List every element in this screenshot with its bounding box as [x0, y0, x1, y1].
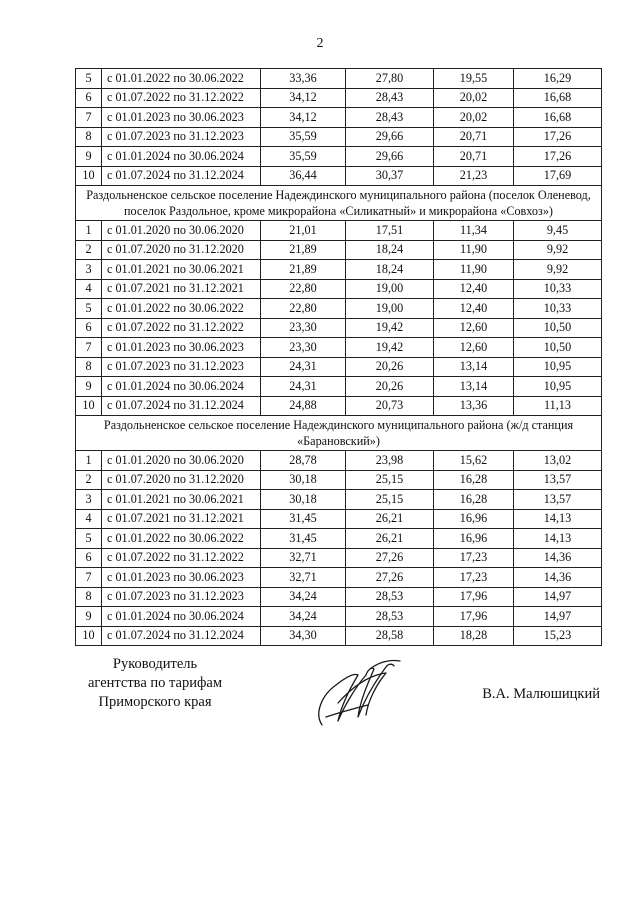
tariff-value-4-cell: 15,23: [514, 626, 602, 646]
tariff-value-4-cell: 16,68: [514, 108, 602, 128]
row-number-cell: 6: [76, 318, 102, 338]
page-number: 2: [316, 36, 324, 51]
tariff-value-1-cell: 28,78: [261, 451, 346, 471]
tariff-value-1-cell: 32,71: [261, 548, 346, 568]
tariff-value-4-cell: 16,29: [514, 69, 602, 89]
table-row: [76, 318, 602, 338]
row-number-cell: 9: [76, 607, 102, 627]
row-number-cell: 10: [76, 396, 102, 416]
tariff-value-1-cell: 32,71: [261, 568, 346, 588]
table-row: [76, 357, 602, 377]
tariff-value-4-cell: 14,13: [514, 529, 602, 549]
tariff-value-1-cell: 30,18: [261, 470, 346, 490]
tariff-value-4-cell: 10,95: [514, 377, 602, 397]
tariff-value-3-cell: 13,14: [434, 377, 514, 397]
table-row: [76, 451, 602, 471]
tariff-value-4-cell: 16,68: [514, 88, 602, 108]
tariff-value-1-cell: 33,36: [261, 69, 346, 89]
tariff-value-1-cell: 34,12: [261, 108, 346, 128]
tariff-value-3-cell: 11,90: [434, 260, 514, 280]
row-number-cell: 4: [76, 509, 102, 529]
period-cell: с 01.07.2020 по 31.12.2020: [102, 240, 261, 260]
tariff-value-4-cell: 13,57: [514, 470, 602, 490]
tariff-value-4-cell: 14,97: [514, 587, 602, 607]
section-header-row: [76, 186, 602, 221]
tariff-value-1-cell: 23,30: [261, 318, 346, 338]
table-row: [76, 548, 602, 568]
tariff-value-4-cell: 14,36: [514, 548, 602, 568]
row-number-cell: 1: [76, 451, 102, 471]
tariff-value-4-cell: 17,26: [514, 147, 602, 167]
tariff-value-3-cell: 17,23: [434, 548, 514, 568]
table-row: [76, 568, 602, 588]
tariff-value-2-cell: 18,24: [346, 260, 434, 280]
tariff-value-1-cell: 34,30: [261, 626, 346, 646]
table-row: [76, 166, 602, 186]
tariff-value-2-cell: 20,26: [346, 377, 434, 397]
tariff-value-4-cell: 10,50: [514, 318, 602, 338]
table-row: [76, 509, 602, 529]
section-b-title: Раздольненское сельское поселение Надеждинского муниципального района (поселок Оленевод, поселок Раздольное, кроме микрорайона «Силикатный» и микрорайона «Совхоз»): [76, 186, 602, 221]
tariff-value-4-cell: 13,02: [514, 451, 602, 471]
tariff-value-3-cell: 18,28: [434, 626, 514, 646]
tariff-value-1-cell: 34,24: [261, 587, 346, 607]
tariff-value-2-cell: 23,98: [346, 451, 434, 471]
tariff-value-2-cell: 30,37: [346, 166, 434, 186]
tariff-value-1-cell: 21,89: [261, 240, 346, 260]
section-c-title: Раздольненское сельское поселение Надеждинского муниципального района (ж/д станция «Барановский»): [76, 416, 602, 451]
signatory-name: В.А. Малюшицкий: [482, 686, 600, 702]
tariff-value-1-cell: 36,44: [261, 166, 346, 186]
row-number-cell: 10: [76, 626, 102, 646]
tariff-value-3-cell: 17,96: [434, 587, 514, 607]
tariff-value-2-cell: 20,26: [346, 357, 434, 377]
table-row: [76, 529, 602, 549]
row-number-cell: 6: [76, 88, 102, 108]
row-number-cell: 9: [76, 147, 102, 167]
tariff-value-1-cell: 31,45: [261, 529, 346, 549]
signatory-title-line: агентства по тарифам: [88, 675, 222, 691]
table-section-c: [76, 451, 602, 646]
tariff-value-1-cell: 34,24: [261, 607, 346, 627]
period-cell: с 01.01.2024 по 30.06.2024: [102, 377, 261, 397]
tariff-value-1-cell: 24,88: [261, 396, 346, 416]
tariff-value-2-cell: 25,15: [346, 490, 434, 510]
tariff-value-3-cell: 16,96: [434, 529, 514, 549]
tariff-value-3-cell: 17,96: [434, 607, 514, 627]
tariff-value-1-cell: 35,59: [261, 127, 346, 147]
period-cell: с 01.07.2020 по 31.12.2020: [102, 470, 261, 490]
row-number-cell: 5: [76, 299, 102, 319]
tariff-value-4-cell: 17,26: [514, 127, 602, 147]
tariff-value-4-cell: 17,69: [514, 166, 602, 186]
tariff-value-2-cell: 26,21: [346, 509, 434, 529]
period-cell: с 01.07.2023 по 31.12.2023: [102, 587, 261, 607]
period-cell: с 01.01.2024 по 30.06.2024: [102, 607, 261, 627]
tariff-value-3-cell: 16,96: [434, 509, 514, 529]
tariff-value-3-cell: 19,55: [434, 69, 514, 89]
period-cell: с 01.01.2020 по 30.06.2020: [102, 451, 261, 471]
period-cell: с 01.01.2022 по 30.06.2022: [102, 299, 261, 319]
period-cell: с 01.01.2022 по 30.06.2022: [102, 69, 261, 89]
period-cell: с 01.07.2021 по 31.12.2021: [102, 279, 261, 299]
tariff-value-1-cell: 31,45: [261, 509, 346, 529]
tariff-table: [75, 68, 602, 646]
tariff-value-1-cell: 23,30: [261, 338, 346, 358]
row-number-cell: 3: [76, 260, 102, 280]
row-number-cell: 4: [76, 279, 102, 299]
tariff-value-3-cell: 15,62: [434, 451, 514, 471]
tariff-value-3-cell: 17,23: [434, 568, 514, 588]
tariff-value-3-cell: 16,28: [434, 490, 514, 510]
tariff-value-1-cell: 30,18: [261, 490, 346, 510]
tariff-value-1-cell: 24,31: [261, 377, 346, 397]
table-section-a: [76, 69, 602, 186]
signatory-title: [80, 655, 230, 712]
tariff-value-2-cell: 18,24: [346, 240, 434, 260]
tariff-value-3-cell: 11,90: [434, 240, 514, 260]
tariff-value-4-cell: 14,13: [514, 509, 602, 529]
period-cell: с 01.07.2021 по 31.12.2021: [102, 509, 261, 529]
tariff-value-4-cell: 10,50: [514, 338, 602, 358]
row-number-cell: 9: [76, 377, 102, 397]
row-number-cell: 7: [76, 568, 102, 588]
tariff-value-3-cell: 20,71: [434, 127, 514, 147]
row-number-cell: 6: [76, 548, 102, 568]
section-header-row: [76, 416, 602, 451]
tariff-value-2-cell: 26,21: [346, 529, 434, 549]
tariff-value-4-cell: 10,95: [514, 357, 602, 377]
tariff-value-2-cell: 28,43: [346, 108, 434, 128]
tariff-value-4-cell: 14,97: [514, 607, 602, 627]
table-row: [76, 338, 602, 358]
table-row: [76, 221, 602, 241]
tariff-value-2-cell: 28,53: [346, 607, 434, 627]
tariff-value-2-cell: 27,26: [346, 548, 434, 568]
tariff-value-4-cell: 13,57: [514, 490, 602, 510]
table-row: [76, 626, 602, 646]
period-cell: с 01.07.2022 по 31.12.2022: [102, 548, 261, 568]
period-cell: с 01.01.2023 по 30.06.2023: [102, 568, 261, 588]
row-number-cell: 10: [76, 166, 102, 186]
period-cell: с 01.01.2020 по 30.06.2020: [102, 221, 261, 241]
tariff-value-1-cell: 21,89: [261, 260, 346, 280]
tariff-value-2-cell: 29,66: [346, 127, 434, 147]
table-section-b-header: [76, 186, 602, 221]
tariff-value-3-cell: 12,40: [434, 299, 514, 319]
tariff-value-3-cell: 12,60: [434, 338, 514, 358]
table-row: [76, 279, 602, 299]
tariff-value-4-cell: 9,45: [514, 221, 602, 241]
row-number-cell: 5: [76, 69, 102, 89]
tariff-value-3-cell: 13,14: [434, 357, 514, 377]
tariff-value-1-cell: 34,12: [261, 88, 346, 108]
table-row: [76, 396, 602, 416]
row-number-cell: 3: [76, 490, 102, 510]
tariff-value-4-cell: 10,33: [514, 279, 602, 299]
tariff-value-3-cell: 16,28: [434, 470, 514, 490]
signatory-title-line: Руководитель: [112, 656, 198, 672]
table-row: [76, 127, 602, 147]
period-cell: с 01.07.2023 по 31.12.2023: [102, 357, 261, 377]
tariff-value-2-cell: 19,42: [346, 338, 434, 358]
tariff-value-1-cell: 24,31: [261, 357, 346, 377]
tariff-value-4-cell: 9,92: [514, 260, 602, 280]
table-row: [76, 299, 602, 319]
table-row: [76, 240, 602, 260]
tariff-value-2-cell: 19,00: [346, 279, 434, 299]
table-row: [76, 587, 602, 607]
tariff-value-4-cell: 10,33: [514, 299, 602, 319]
table-row: [76, 607, 602, 627]
row-number-cell: 7: [76, 108, 102, 128]
row-number-cell: 7: [76, 338, 102, 358]
period-cell: с 01.01.2021 по 30.06.2021: [102, 490, 261, 510]
tariff-value-2-cell: 28,53: [346, 587, 434, 607]
row-number-cell: 8: [76, 587, 102, 607]
period-cell: с 01.01.2022 по 30.06.2022: [102, 529, 261, 549]
tariff-value-1-cell: 35,59: [261, 147, 346, 167]
tariff-value-2-cell: 28,43: [346, 88, 434, 108]
tariff-value-2-cell: 19,00: [346, 299, 434, 319]
table-row: [76, 377, 602, 397]
tariff-value-2-cell: 20,73: [346, 396, 434, 416]
table-row: [76, 69, 602, 89]
tariff-value-1-cell: 21,01: [261, 221, 346, 241]
period-cell: с 01.07.2022 по 31.12.2022: [102, 88, 261, 108]
tariff-value-3-cell: 13,36: [434, 396, 514, 416]
tariff-value-3-cell: 12,40: [434, 279, 514, 299]
tariff-value-3-cell: 12,60: [434, 318, 514, 338]
period-cell: с 01.01.2024 по 30.06.2024: [102, 147, 261, 167]
row-number-cell: 1: [76, 221, 102, 241]
period-cell: с 01.07.2024 по 31.12.2024: [102, 166, 261, 186]
signatory-title-line: Приморского края: [98, 694, 212, 710]
tariff-value-3-cell: 20,02: [434, 88, 514, 108]
tariff-value-2-cell: 29,66: [346, 147, 434, 167]
row-number-cell: 8: [76, 127, 102, 147]
period-cell: с 01.01.2023 по 30.06.2023: [102, 338, 261, 358]
table-row: [76, 108, 602, 128]
row-number-cell: 2: [76, 470, 102, 490]
row-number-cell: 2: [76, 240, 102, 260]
table-row: [76, 88, 602, 108]
period-cell: с 01.07.2023 по 31.12.2023: [102, 127, 261, 147]
tariff-value-3-cell: 20,71: [434, 147, 514, 167]
tariff-value-2-cell: 17,51: [346, 221, 434, 241]
tariff-value-3-cell: 21,23: [434, 166, 514, 186]
table-row: [76, 260, 602, 280]
signature-block: [80, 655, 600, 735]
tariff-value-3-cell: 20,02: [434, 108, 514, 128]
tariff-value-2-cell: 27,26: [346, 568, 434, 588]
tariff-value-2-cell: 27,80: [346, 69, 434, 89]
tariff-value-1-cell: 22,80: [261, 279, 346, 299]
period-cell: с 01.07.2024 по 31.12.2024: [102, 396, 261, 416]
tariff-value-4-cell: 11,13: [514, 396, 602, 416]
handwritten-signature: [308, 655, 408, 730]
tariff-value-4-cell: 9,92: [514, 240, 602, 260]
table-row: [76, 470, 602, 490]
table-row: [76, 147, 602, 167]
tariff-value-2-cell: 25,15: [346, 470, 434, 490]
tariff-value-3-cell: 11,34: [434, 221, 514, 241]
period-cell: с 01.07.2024 по 31.12.2024: [102, 626, 261, 646]
row-number-cell: 5: [76, 529, 102, 549]
tariff-value-2-cell: 19,42: [346, 318, 434, 338]
row-number-cell: 8: [76, 357, 102, 377]
table-row: [76, 490, 602, 510]
period-cell: с 01.01.2021 по 30.06.2021: [102, 260, 261, 280]
tariff-value-1-cell: 22,80: [261, 299, 346, 319]
period-cell: с 01.07.2022 по 31.12.2022: [102, 318, 261, 338]
table-section-b: [76, 221, 602, 416]
tariff-value-4-cell: 14,36: [514, 568, 602, 588]
table-section-c-header: [76, 416, 602, 451]
tariff-value-2-cell: 28,58: [346, 626, 434, 646]
period-cell: с 01.01.2023 по 30.06.2023: [102, 108, 261, 128]
